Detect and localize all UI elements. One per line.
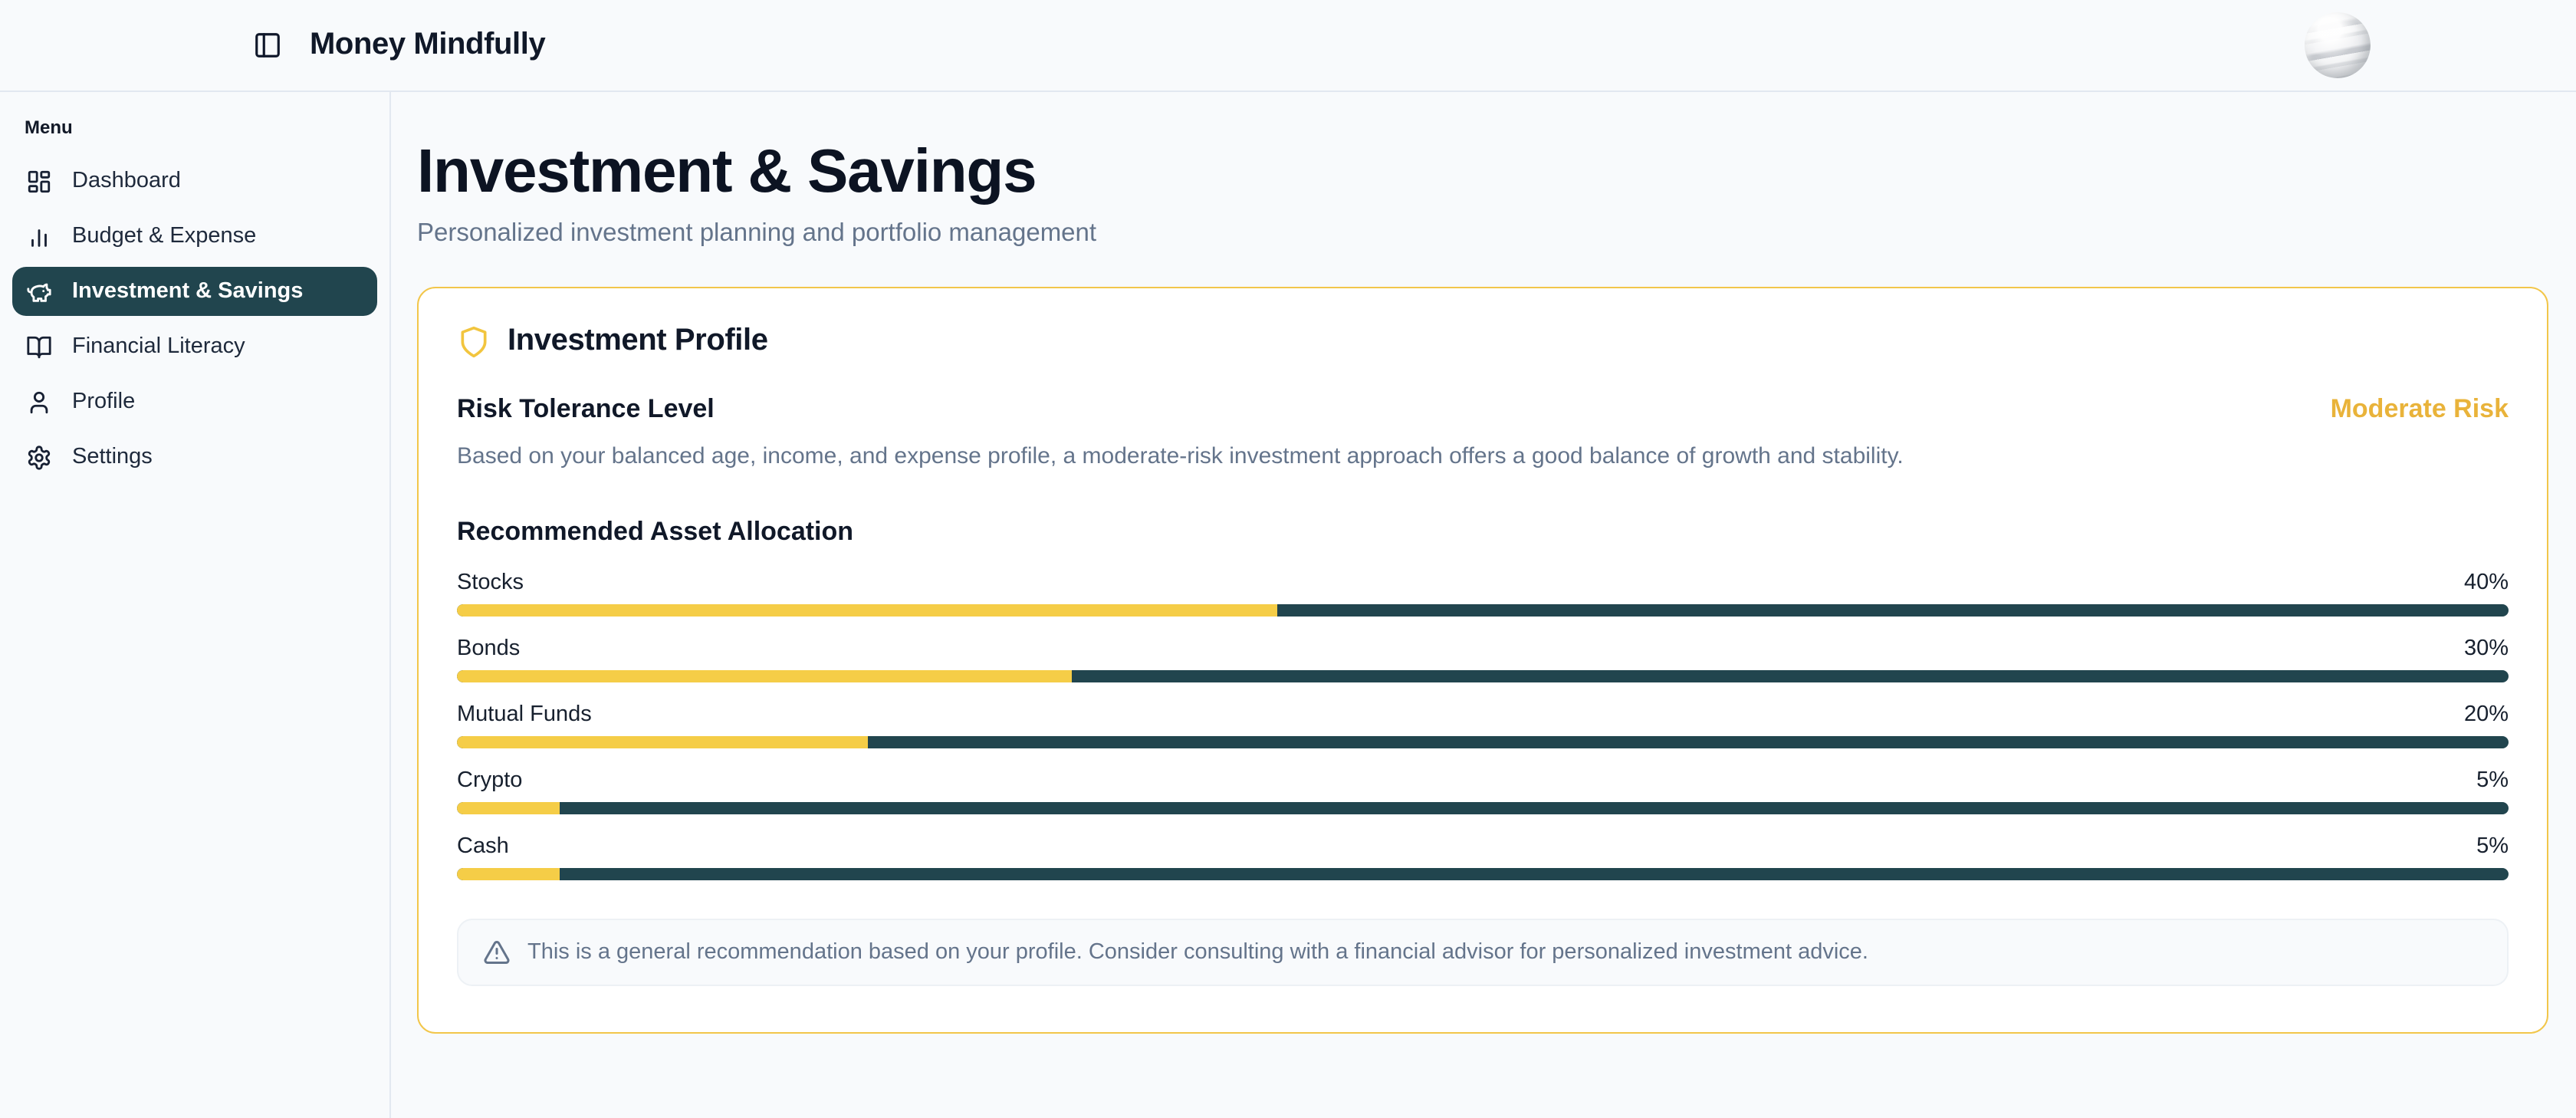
allocation-row-mutual-funds xyxy=(457,702,2509,748)
card-title: Investment Profile xyxy=(508,324,768,357)
main-content xyxy=(391,92,2576,1118)
allocation-value: 5% xyxy=(2476,768,2509,793)
card-header xyxy=(457,324,2509,359)
app-title: Money Mindfully xyxy=(310,28,546,61)
allocation-label: Stocks xyxy=(457,571,524,595)
sidebar-item-label: Settings xyxy=(72,445,153,469)
sidebar-item-label: Budget & Expense xyxy=(72,224,257,248)
sidebar-item-financial-literacy[interactable] xyxy=(12,322,377,371)
sidebar-item-icon xyxy=(26,334,52,360)
sidebar-item-icon xyxy=(26,168,52,194)
sidebar-item-dashboard[interactable] xyxy=(12,156,377,206)
allocation-value: 5% xyxy=(2476,834,2509,859)
user-avatar[interactable] xyxy=(2305,12,2371,78)
warning-triangle-icon xyxy=(483,939,511,966)
sidebar-item-investment-savings[interactable] xyxy=(12,267,377,316)
allocation-label: Mutual Funds xyxy=(457,702,592,727)
allocation-row-header xyxy=(457,834,2509,859)
sidebar-item-label: Dashboard xyxy=(72,169,181,193)
allocation-value: 40% xyxy=(2463,571,2509,595)
sidebar-item-label: Financial Literacy xyxy=(72,334,245,359)
allocation-bar-track xyxy=(457,802,2509,814)
top-bar xyxy=(0,0,2576,92)
allocation-row-header xyxy=(457,768,2509,793)
investment-profile-card xyxy=(417,287,2548,1034)
risk-description: Based on your balanced age, income, and expense profile, a moderate-risk investment approach offers a good balance of growth and stability. xyxy=(457,443,1904,469)
sidebar-item-budget-expense[interactable] xyxy=(12,212,377,261)
allocation-bar-fill xyxy=(457,670,1073,682)
allocation-bar-fill xyxy=(457,802,560,814)
sidebar xyxy=(0,92,391,1118)
sidebar-menu-label: Menu xyxy=(25,117,73,138)
advisor-note xyxy=(457,919,2509,986)
sidebar-item-icon xyxy=(26,444,52,470)
allocation-bar-fill xyxy=(457,736,867,748)
panel-left-icon xyxy=(252,31,281,60)
allocation-row-header xyxy=(457,571,2509,595)
allocation-label: Crypto xyxy=(457,768,523,793)
allocation-label: Bonds xyxy=(457,636,521,661)
shield-icon xyxy=(457,324,491,358)
sidebar-item-label: Investment & Savings xyxy=(72,279,304,304)
page-subtitle: Personalized investment planning and portfolio management xyxy=(417,219,1097,247)
page-title: Investment & Savings xyxy=(417,138,1037,206)
risk-tolerance-heading: Risk Tolerance Level xyxy=(457,394,715,423)
risk-level-badge: Moderate Risk xyxy=(2330,394,2509,423)
sidebar-item-profile[interactable] xyxy=(12,377,377,426)
allocation-row-header xyxy=(457,702,2509,727)
allocation-bar-track xyxy=(457,670,2509,682)
allocation-value: 30% xyxy=(2463,636,2509,661)
allocation-bar-track xyxy=(457,736,2509,748)
allocation-row-bonds xyxy=(457,636,2509,682)
risk-tolerance-row xyxy=(457,394,2509,425)
advisor-note-text: This is a general recommendation based on your profile. Consider consulting with a financial advisor for personalized investment advice. xyxy=(527,940,1868,965)
sidebar-item-label: Profile xyxy=(72,390,136,414)
sidebar-item-settings[interactable] xyxy=(12,432,377,482)
allocation-bar-fill xyxy=(457,868,560,880)
asset-allocation-list xyxy=(457,571,2509,880)
allocation-row-crypto xyxy=(457,768,2509,814)
sidebar-item-icon xyxy=(26,223,52,249)
sidebar-item-icon xyxy=(26,389,52,415)
allocation-label: Cash xyxy=(457,834,509,859)
sidebar-item-icon xyxy=(26,278,52,304)
allocation-bar-track xyxy=(457,604,2509,617)
asset-allocation-heading: Recommended Asset Allocation xyxy=(457,517,854,546)
allocation-row-header xyxy=(457,636,2509,661)
sidebar-toggle-button[interactable] xyxy=(250,28,284,62)
allocation-row-stocks xyxy=(457,571,2509,617)
layout-shell xyxy=(0,92,2576,1118)
allocation-row-cash xyxy=(457,834,2509,880)
allocation-value: 20% xyxy=(2463,702,2509,727)
allocation-bar-fill xyxy=(457,604,1277,617)
allocation-bar-track xyxy=(457,868,2509,880)
